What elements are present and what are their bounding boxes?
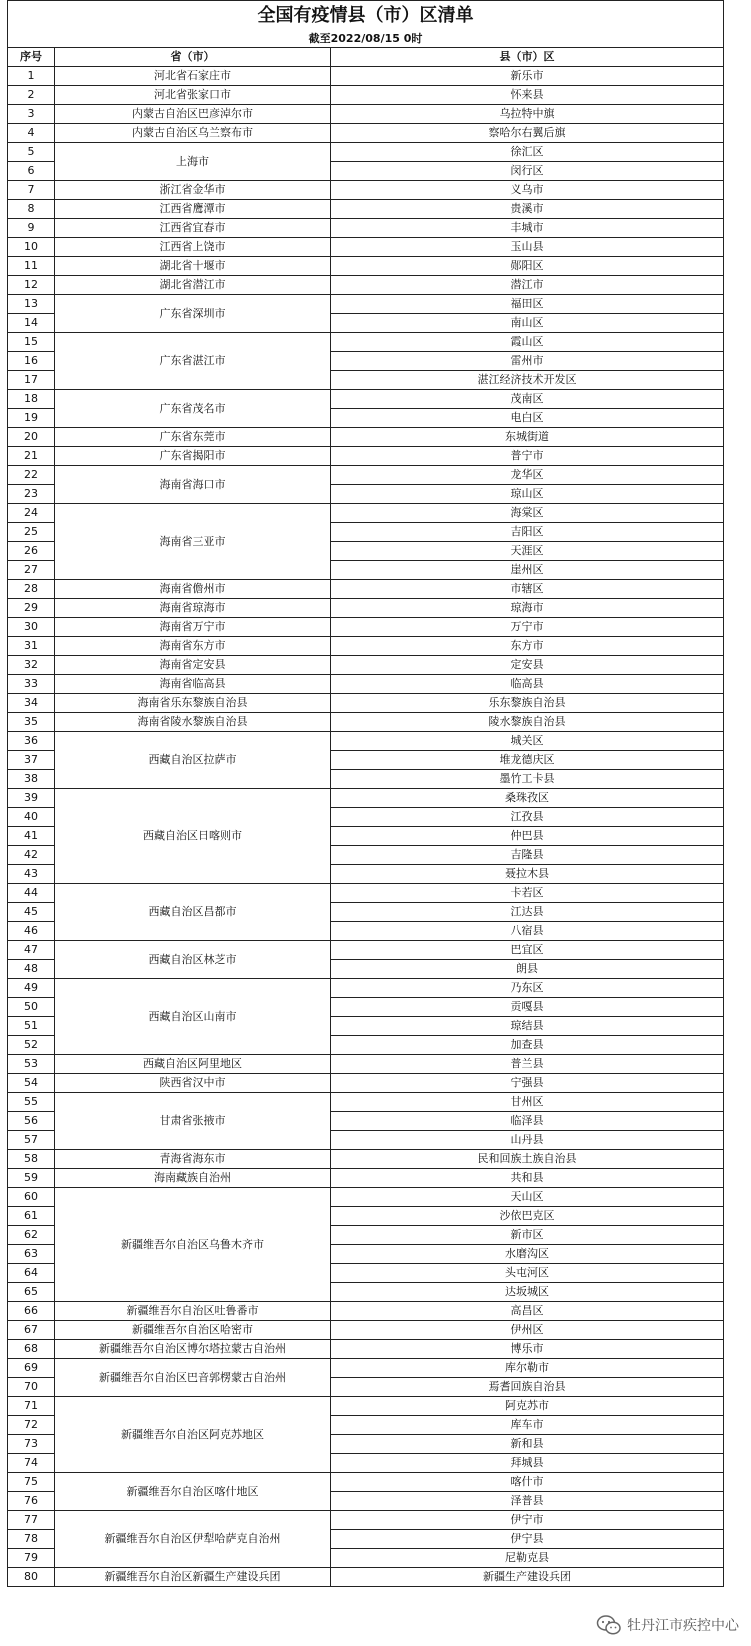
row-number: 44: [8, 884, 55, 903]
county-cell: 吉阳区: [331, 523, 724, 542]
province-cell: 西藏自治区林芝市: [55, 941, 331, 979]
row-number: 40: [8, 808, 55, 827]
row-number: 7: [8, 181, 55, 200]
table-row: [8, 143, 724, 162]
county-cell: 普宁市: [331, 447, 724, 466]
table-row: [8, 67, 724, 86]
county-cell: 电白区: [331, 409, 724, 428]
row-number: 50: [8, 998, 55, 1017]
row-number: 49: [8, 979, 55, 998]
county-cell: 乐东黎族自治县: [331, 694, 724, 713]
county-cell: 普兰县: [331, 1055, 724, 1074]
table-row: [8, 1093, 724, 1112]
county-cell: 东方市: [331, 637, 724, 656]
county-cell: 玉山县: [331, 238, 724, 257]
row-number: 41: [8, 827, 55, 846]
table-row: [8, 1397, 724, 1416]
province-cell: 河北省石家庄市: [55, 67, 331, 86]
county-cell: 潜江市: [331, 276, 724, 295]
row-number: 43: [8, 865, 55, 884]
row-number: 47: [8, 941, 55, 960]
row-number: 66: [8, 1302, 55, 1321]
county-cell: 民和回族土族自治县: [331, 1150, 724, 1169]
table-row: [8, 618, 724, 637]
row-number: 15: [8, 333, 55, 352]
table-row: [8, 941, 724, 960]
row-number: 13: [8, 295, 55, 314]
row-number: 9: [8, 219, 55, 238]
table-row: [8, 637, 724, 656]
county-cell: 仲巴县: [331, 827, 724, 846]
province-cell: 新疆维吾尔自治区乌鲁木齐市: [55, 1188, 331, 1302]
county-cell: 天涯区: [331, 542, 724, 561]
row-number: 78: [8, 1530, 55, 1549]
table-row: [8, 732, 724, 751]
province-cell: 广东省湛江市: [55, 333, 331, 390]
province-cell: 海南省琼海市: [55, 599, 331, 618]
county-cell: 郧阳区: [331, 257, 724, 276]
table-row: [8, 504, 724, 523]
header-no: 序号: [8, 48, 55, 67]
county-cell: 贡嘎县: [331, 998, 724, 1017]
row-number: 64: [8, 1264, 55, 1283]
county-cell: 琼结县: [331, 1017, 724, 1036]
county-cell: 阿克苏市: [331, 1397, 724, 1416]
province-cell: 河北省张家口市: [55, 86, 331, 105]
table-row: [8, 447, 724, 466]
row-number: 25: [8, 523, 55, 542]
row-number: 1: [8, 67, 55, 86]
county-cell: 桑珠孜区: [331, 789, 724, 808]
row-number: 19: [8, 409, 55, 428]
county-cell: 宁强县: [331, 1074, 724, 1093]
county-cell: 尼勒克县: [331, 1549, 724, 1568]
table-row: [8, 124, 724, 143]
county-cell: 加查县: [331, 1036, 724, 1055]
province-cell: 内蒙古自治区乌兰察布市: [55, 124, 331, 143]
county-cell: 共和县: [331, 1169, 724, 1188]
row-number: 8: [8, 200, 55, 219]
county-cell: 怀来县: [331, 86, 724, 105]
row-number: 16: [8, 352, 55, 371]
row-number: 26: [8, 542, 55, 561]
province-cell: 湖北省十堰市: [55, 257, 331, 276]
county-cell: 乃东区: [331, 979, 724, 998]
county-cell: 库尔勒市: [331, 1359, 724, 1378]
row-number: 61: [8, 1207, 55, 1226]
row-number: 29: [8, 599, 55, 618]
table-row: [8, 105, 724, 124]
county-cell: 闵行区: [331, 162, 724, 181]
table-row: [8, 694, 724, 713]
row-number: 4: [8, 124, 55, 143]
watermark-text: 牡丹江市疾控中心: [627, 1618, 739, 1634]
province-cell: 海南藏族自治州: [55, 1169, 331, 1188]
county-cell: 南山区: [331, 314, 724, 333]
table-row: [8, 675, 724, 694]
row-number: 28: [8, 580, 55, 599]
row-number: 38: [8, 770, 55, 789]
row-number: 76: [8, 1492, 55, 1511]
table-row: [8, 713, 724, 732]
county-cell: 福田区: [331, 295, 724, 314]
county-cell: 八宿县: [331, 922, 724, 941]
row-number: 74: [8, 1454, 55, 1473]
table-row: [8, 257, 724, 276]
county-cell: 达坂城区: [331, 1283, 724, 1302]
province-cell: 西藏自治区拉萨市: [55, 732, 331, 789]
county-cell: 库车市: [331, 1416, 724, 1435]
row-number: 51: [8, 1017, 55, 1036]
county-cell: 江孜县: [331, 808, 724, 827]
province-cell: 江西省上饶市: [55, 238, 331, 257]
table-row: [8, 428, 724, 447]
province-cell: 广东省揭阳市: [55, 447, 331, 466]
row-number: 73: [8, 1435, 55, 1454]
province-cell: 广东省茂名市: [55, 390, 331, 428]
row-number: 79: [8, 1549, 55, 1568]
row-number: 53: [8, 1055, 55, 1074]
row-number: 23: [8, 485, 55, 504]
row-number: 65: [8, 1283, 55, 1302]
county-cell: 伊宁市: [331, 1511, 724, 1530]
province-cell: 西藏自治区日喀则市: [55, 789, 331, 884]
row-number: 33: [8, 675, 55, 694]
table-row: [8, 238, 724, 257]
county-cell: 沙依巴克区: [331, 1207, 724, 1226]
county-cell: 新疆生产建设兵团: [331, 1568, 724, 1587]
table-title: 全国有疫情县（市）区清单: [8, 1, 724, 32]
county-cell: 龙华区: [331, 466, 724, 485]
table-row: [8, 1188, 724, 1207]
county-cell: 海棠区: [331, 504, 724, 523]
row-number: 6: [8, 162, 55, 181]
row-number: 68: [8, 1340, 55, 1359]
county-cell: 霞山区: [331, 333, 724, 352]
table-row: [8, 295, 724, 314]
watermark: [596, 1613, 739, 1637]
table-row: [8, 1321, 724, 1340]
county-cell: 琼海市: [331, 599, 724, 618]
county-cell: 卡若区: [331, 884, 724, 903]
county-cell: 临高县: [331, 675, 724, 694]
province-cell: 浙江省金华市: [55, 181, 331, 200]
row-number: 24: [8, 504, 55, 523]
county-cell: 湛江经济技术开发区: [331, 371, 724, 390]
province-cell: 新疆维吾尔自治区吐鲁番市: [55, 1302, 331, 1321]
row-number: 39: [8, 789, 55, 808]
table-row: [8, 181, 724, 200]
county-cell: 天山区: [331, 1188, 724, 1207]
table-row: [8, 333, 724, 352]
province-cell: 上海市: [55, 143, 331, 181]
province-cell: 海南省陵水黎族自治县: [55, 713, 331, 732]
row-number: 17: [8, 371, 55, 390]
row-number: 31: [8, 637, 55, 656]
province-cell: 青海省海东市: [55, 1150, 331, 1169]
county-cell: 丰城市: [331, 219, 724, 238]
table-row: [8, 86, 724, 105]
wechat-icon: [596, 1614, 622, 1636]
county-cell: 新市区: [331, 1226, 724, 1245]
county-cell: 拜城县: [331, 1454, 724, 1473]
row-number: 63: [8, 1245, 55, 1264]
province-cell: 西藏自治区阿里地区: [55, 1055, 331, 1074]
province-cell: 广东省深圳市: [55, 295, 331, 333]
table-row: [8, 466, 724, 485]
table-row: [8, 219, 724, 238]
county-cell: 琼山区: [331, 485, 724, 504]
row-number: 20: [8, 428, 55, 447]
county-cell: 东城街道: [331, 428, 724, 447]
row-number: 48: [8, 960, 55, 979]
row-number: 52: [8, 1036, 55, 1055]
row-number: 11: [8, 257, 55, 276]
row-number: 10: [8, 238, 55, 257]
table-row: [8, 599, 724, 618]
county-cell: 城关区: [331, 732, 724, 751]
table-row: [8, 1473, 724, 1492]
county-cell: 泽普县: [331, 1492, 724, 1511]
row-number: 71: [8, 1397, 55, 1416]
county-cell: 聂拉木县: [331, 865, 724, 884]
county-cell: 江达县: [331, 903, 724, 922]
province-cell: 海南省乐东黎族自治县: [55, 694, 331, 713]
county-cell: 茂南区: [331, 390, 724, 409]
row-number: 55: [8, 1093, 55, 1112]
county-cell: 乌拉特中旗: [331, 105, 724, 124]
row-number: 58: [8, 1150, 55, 1169]
province-cell: 江西省鹰潭市: [55, 200, 331, 219]
province-cell: 海南省三亚市: [55, 504, 331, 580]
row-number: 62: [8, 1226, 55, 1245]
province-cell: 西藏自治区昌都市: [55, 884, 331, 941]
province-cell: 新疆维吾尔自治区伊犁哈萨克自治州: [55, 1511, 331, 1568]
row-number: 77: [8, 1511, 55, 1530]
table-row: [8, 1511, 724, 1530]
county-cell: 甘州区: [331, 1093, 724, 1112]
row-number: 72: [8, 1416, 55, 1435]
table-row: [8, 1302, 724, 1321]
row-number: 14: [8, 314, 55, 333]
row-number: 69: [8, 1359, 55, 1378]
table-body: [8, 67, 724, 1587]
row-number: 12: [8, 276, 55, 295]
county-cell: 朗县: [331, 960, 724, 979]
row-number: 70: [8, 1378, 55, 1397]
province-cell: 海南省儋州市: [55, 580, 331, 599]
province-cell: 新疆维吾尔自治区阿克苏地区: [55, 1397, 331, 1473]
province-cell: 内蒙古自治区巴彦淖尔市: [55, 105, 331, 124]
province-cell: 海南省东方市: [55, 637, 331, 656]
county-cell: 山丹县: [331, 1131, 724, 1150]
row-number: 54: [8, 1074, 55, 1093]
county-cell: 临泽县: [331, 1112, 724, 1131]
header-county: 县（市）区: [331, 48, 724, 67]
row-number: 35: [8, 713, 55, 732]
row-number: 75: [8, 1473, 55, 1492]
table-row: [8, 390, 724, 409]
county-cell: 贵溪市: [331, 200, 724, 219]
county-cell: 万宁市: [331, 618, 724, 637]
table-row: [8, 1340, 724, 1359]
county-cell: 墨竹工卡县: [331, 770, 724, 789]
county-cell: 吉隆县: [331, 846, 724, 865]
row-number: 42: [8, 846, 55, 865]
county-cell: 堆龙德庆区: [331, 751, 724, 770]
county-cell: 高昌区: [331, 1302, 724, 1321]
row-number: 3: [8, 105, 55, 124]
row-number: 34: [8, 694, 55, 713]
county-cell: 水磨沟区: [331, 1245, 724, 1264]
province-cell: 新疆维吾尔自治区哈密市: [55, 1321, 331, 1340]
row-number: 46: [8, 922, 55, 941]
header-province: 省（市）: [55, 48, 331, 67]
province-cell: 海南省海口市: [55, 466, 331, 504]
county-cell: 察哈尔右翼后旗: [331, 124, 724, 143]
row-number: 5: [8, 143, 55, 162]
county-cell: 巴宜区: [331, 941, 724, 960]
table-row: [8, 656, 724, 675]
province-cell: 新疆维吾尔自治区新疆生产建设兵团: [55, 1568, 331, 1587]
province-cell: 新疆维吾尔自治区巴音郭楞蒙古自治州: [55, 1359, 331, 1397]
county-cell: 伊州区: [331, 1321, 724, 1340]
row-number: 45: [8, 903, 55, 922]
table-row: [8, 580, 724, 599]
row-number: 2: [8, 86, 55, 105]
row-number: 60: [8, 1188, 55, 1207]
row-number: 30: [8, 618, 55, 637]
table-row: [8, 1055, 724, 1074]
county-cell: 焉耆回族自治县: [331, 1378, 724, 1397]
row-number: 67: [8, 1321, 55, 1340]
row-number: 21: [8, 447, 55, 466]
province-cell: 海南省万宁市: [55, 618, 331, 637]
county-cell: 喀什市: [331, 1473, 724, 1492]
table-row: [8, 884, 724, 903]
province-cell: 海南省临高县: [55, 675, 331, 694]
table-date: 截至2022/08/15 0时: [8, 31, 724, 48]
county-cell: 雷州市: [331, 352, 724, 371]
table-row: [8, 789, 724, 808]
province-cell: 陕西省汉中市: [55, 1074, 331, 1093]
county-cell: 义乌市: [331, 181, 724, 200]
county-cell: 徐汇区: [331, 143, 724, 162]
row-number: 57: [8, 1131, 55, 1150]
row-number: 32: [8, 656, 55, 675]
county-cell: 头屯河区: [331, 1264, 724, 1283]
province-cell: 新疆维吾尔自治区博尔塔拉蒙古自治州: [55, 1340, 331, 1359]
province-cell: 海南省定安县: [55, 656, 331, 675]
table-row: [8, 1568, 724, 1587]
province-cell: 西藏自治区山南市: [55, 979, 331, 1055]
county-cell: 定安县: [331, 656, 724, 675]
table-row: [8, 1359, 724, 1378]
row-number: 22: [8, 466, 55, 485]
table-row: [8, 276, 724, 295]
county-cell: 伊宁县: [331, 1530, 724, 1549]
row-number: 37: [8, 751, 55, 770]
row-number: 36: [8, 732, 55, 751]
epidemic-county-table: [7, 0, 724, 1587]
province-cell: 新疆维吾尔自治区喀什地区: [55, 1473, 331, 1511]
row-number: 59: [8, 1169, 55, 1188]
row-number: 80: [8, 1568, 55, 1587]
province-cell: 江西省宜春市: [55, 219, 331, 238]
county-cell: 市辖区: [331, 580, 724, 599]
table-row: [8, 1150, 724, 1169]
county-cell: 博乐市: [331, 1340, 724, 1359]
province-cell: 甘肃省张掖市: [55, 1093, 331, 1150]
table-row: [8, 1074, 724, 1093]
county-cell: 陵水黎族自治县: [331, 713, 724, 732]
row-number: 27: [8, 561, 55, 580]
county-cell: 新乐市: [331, 67, 724, 86]
table-row: [8, 1169, 724, 1188]
row-number: 56: [8, 1112, 55, 1131]
table-row: [8, 979, 724, 998]
province-cell: 湖北省潜江市: [55, 276, 331, 295]
province-cell: 广东省东莞市: [55, 428, 331, 447]
table-row: [8, 200, 724, 219]
county-cell: 新和县: [331, 1435, 724, 1454]
county-cell: 崖州区: [331, 561, 724, 580]
row-number: 18: [8, 390, 55, 409]
